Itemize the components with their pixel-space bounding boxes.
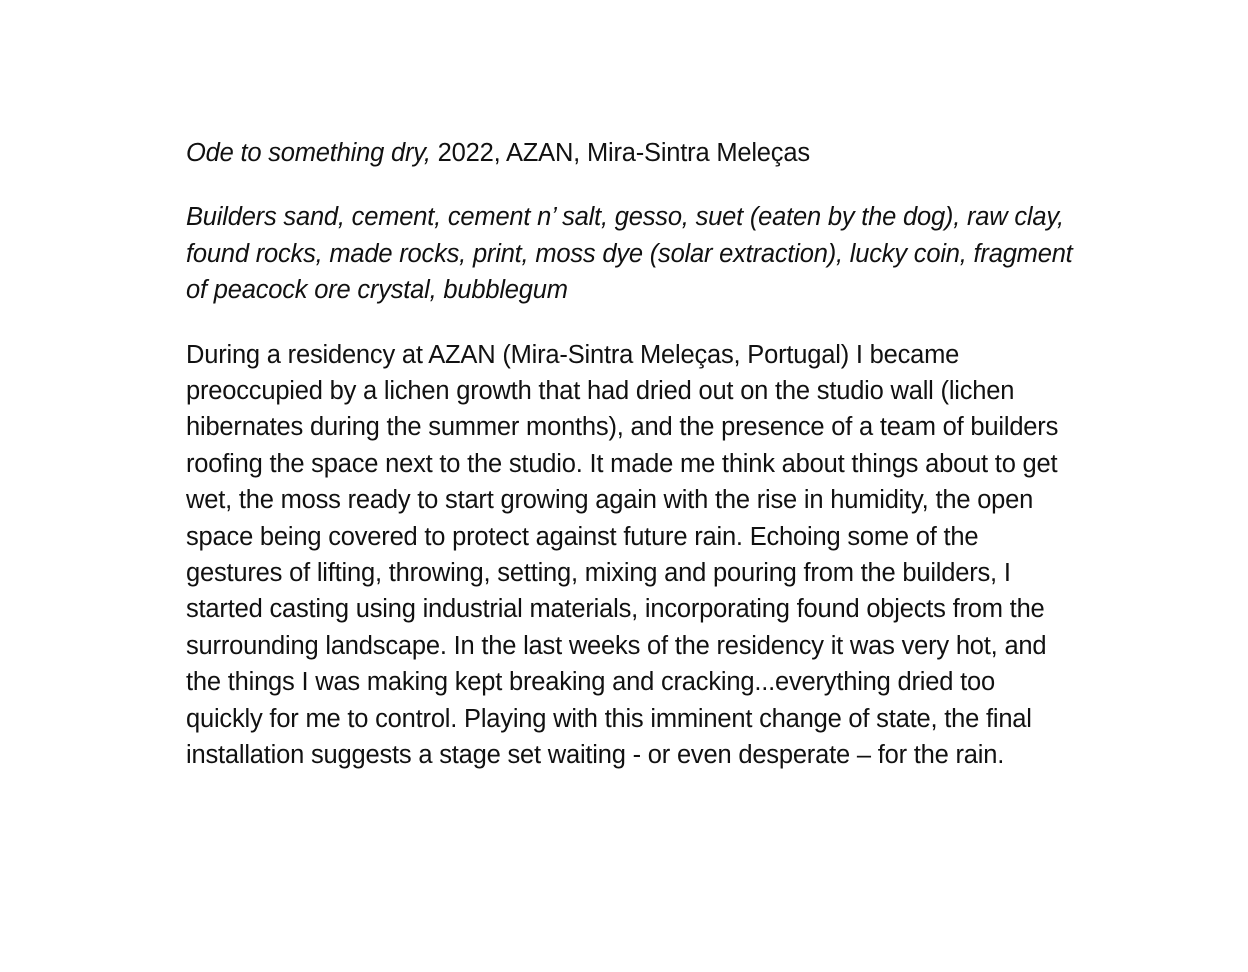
- artwork-details: 2022, AZAN, Mira-Sintra Meleças: [430, 139, 810, 167]
- artwork-description: During a residency at AZAN (Mira-Sintra Meleças, Portugal) I became preoccupied by a lichen growth that had dried out on the studio wall (lichen hibernates during the summer months), and the presence of a team of builders roofing the space next to the studio. It made me think about things about to get wet, the moss ready to start growing again with the rise in humidity, the open space being covered to protect against future rain. Echoing some of the gestures of lifting, throwing, setting, mixing and pouring from the builders, I started casting using industrial materials, incorporating found objects from the surrounding landscape. In the last weeks of the residency it was very hot, and the things I was making kept breaking and cracking...everything dried too quickly for me to control. Playing with this imminent change of state, the final installation suggests a stage set waiting - or even desperate – for the rain.: [186, 340, 1059, 770]
- artwork-caption: [186, 135, 1076, 171]
- artwork-text-block: [186, 135, 1076, 802]
- artwork-title: Ode to something dry,: [186, 139, 431, 167]
- artwork-materials: Builders sand, cement, cement n’ salt, gesso, suet (eaten by the dog), raw clay, found rocks, made rocks, print, moss dye (solar extraction), lucky coin, fragment of peacock ore crystal, bubblegum: [186, 203, 1073, 305]
